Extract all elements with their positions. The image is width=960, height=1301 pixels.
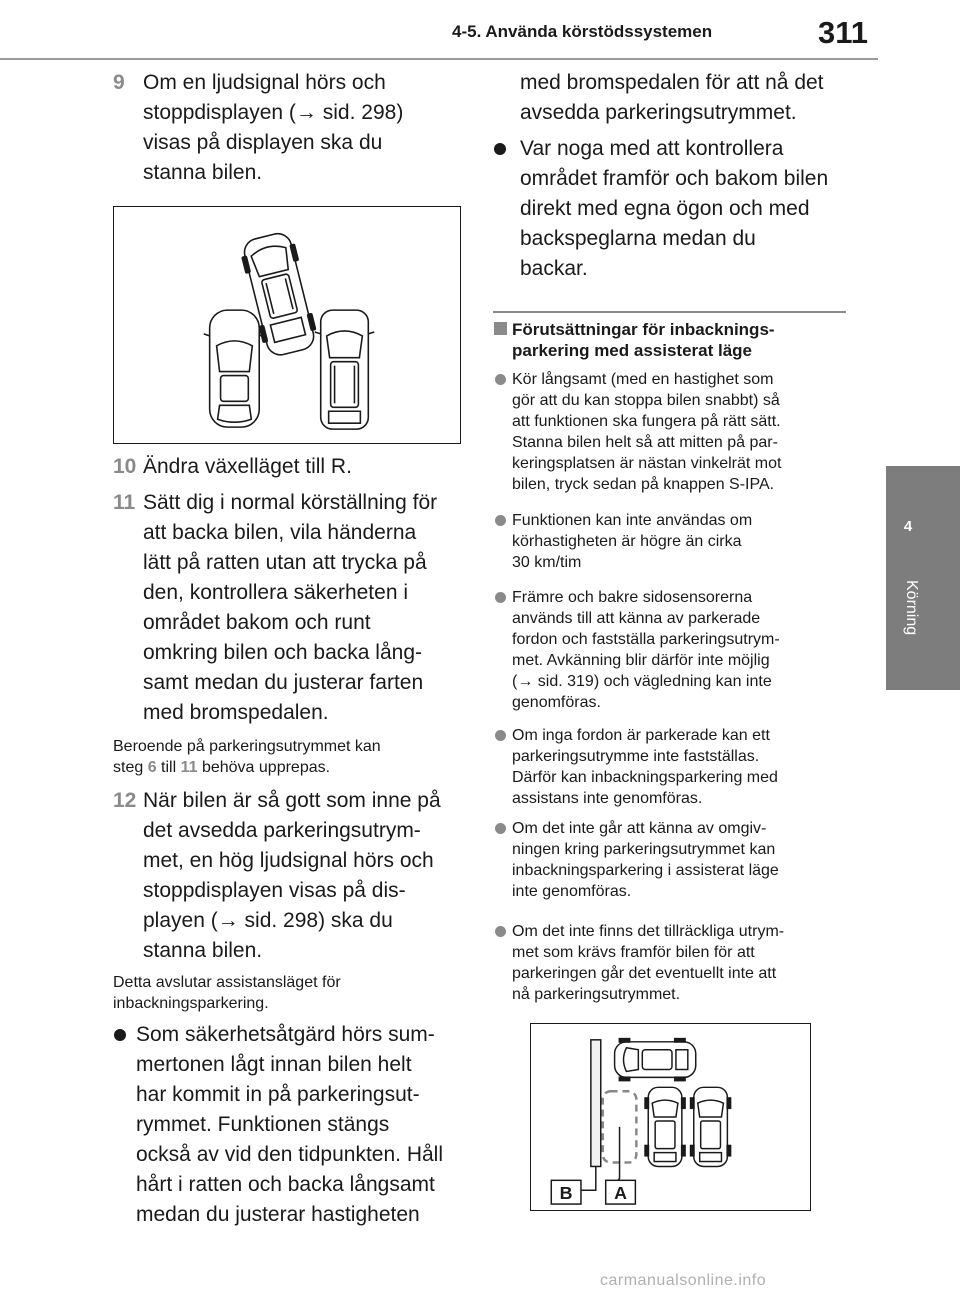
text-line: Kör långsamt (med en hastighet som (512, 371, 774, 388)
text-line: genomföras. (512, 694, 601, 711)
text-line: Därför kan inbackningsparkering med (512, 769, 778, 786)
text-line: Detta avslutar assistansläget för (113, 974, 341, 991)
text-line: att backa bilen, vila händerna (143, 521, 417, 544)
text-line: medan du justerar hastigheten (136, 1203, 420, 1226)
step-ref: 11 (180, 759, 198, 776)
cars-diagram (114, 207, 460, 443)
section-marker-icon (494, 322, 507, 335)
text-line: hårt i ratten och backa långsamt (136, 1173, 435, 1196)
label-b (551, 1180, 581, 1204)
condition-item (512, 818, 857, 902)
step-number: 12 (113, 789, 137, 812)
parked-car-2 (694, 1087, 728, 1166)
page-number: 311 (818, 15, 869, 50)
bullet-icon (494, 143, 506, 155)
text-line: playen (→ sid. 298) ska du (143, 909, 393, 932)
text-line: met, en hög ljudsignal hörs och (143, 849, 434, 872)
bullet-icon (495, 823, 506, 834)
label-a-text: A (614, 1183, 627, 1204)
text-line: Beroende på parkeringsutrymmet kan (113, 738, 381, 755)
condition-item (512, 725, 857, 809)
text-line: stanna bilen. (143, 161, 263, 184)
bullet-icon (495, 592, 506, 603)
note-assist-end (113, 972, 473, 1014)
text-line: Stanna bilen helt så att mitten på par- (512, 434, 778, 451)
text-line: området bakom och runt (143, 611, 371, 634)
text-line: Om det inte finns det tillräckliga utrym- (512, 923, 785, 940)
text-line: backspeglarna medan du (520, 227, 756, 250)
text-line: Funktionen kan inte användas om (512, 512, 753, 529)
note-repeat-steps (113, 736, 473, 778)
step-number: 9 (113, 71, 125, 94)
text-line: gör att du kan stoppa bilen snabbt) så (512, 392, 780, 409)
text-line: mertonen lågt innan bilen helt (136, 1053, 412, 1076)
text-line: parkering med assisterat läge (512, 341, 753, 360)
text-line: med bromspedalen för att nå det (520, 71, 824, 94)
condition-item (512, 369, 857, 495)
text-line: inte genomföras. (512, 883, 632, 900)
text-line: med bromspedalen. (143, 701, 329, 724)
bullet-icon (114, 1029, 126, 1041)
condition-item (512, 510, 857, 573)
text-line: bilen, tryck sedan på knappen S-IPA. (512, 476, 775, 493)
text-line: att funktionen ska fungera på rätt sätt. (512, 413, 781, 430)
label-a (606, 1180, 636, 1204)
text-line: Förutsättningar för inbacknings- (512, 320, 775, 339)
text-line: inbackningsparkering. (113, 995, 269, 1012)
text-line: met som krävs framför bilen för att (512, 944, 755, 961)
text-line: 30 km/tim (512, 554, 582, 571)
text-line: den, kontrollera säkerheten i (143, 581, 408, 604)
car-horizontal (615, 1042, 696, 1078)
text-line: Om det inte går att känna av omgiv- (512, 820, 767, 837)
parked-car-right (315, 310, 374, 429)
text-fragment: till (156, 759, 181, 776)
step-ref: 6 (147, 759, 157, 776)
text-fragment: behöva upprepas. (197, 759, 331, 776)
bullet-icon (495, 730, 506, 741)
maneuvering-car (242, 231, 317, 358)
section-divider (493, 311, 846, 313)
parking-illustration-bottom (530, 1023, 811, 1211)
text-line: körhastigheten är högre än cirka (512, 533, 742, 550)
space-diagram (531, 1024, 810, 1210)
text-line: stoppdisplayen (→ sid. 298) (143, 101, 404, 124)
text-line: Som säkerhetsåtgärd hörs sum- (136, 1023, 435, 1046)
text-line: ningen kring parkeringsutrymmet kan (512, 841, 776, 858)
text-line: parkeringsutrymme inte fastställas. (512, 748, 760, 765)
text-line: (→ sid. 319) och vägledning kan inte (512, 673, 772, 690)
bullet-safety-buzzer (136, 1020, 476, 1230)
condition-item (512, 587, 857, 713)
text-line: omkring bilen och backa lång- (143, 641, 422, 664)
text-line: det avsedda parkeringsutrym- (143, 819, 421, 842)
text-line: rymmet. Funktionen stängs (136, 1113, 390, 1136)
text-line (113, 757, 473, 778)
parked-car-1 (648, 1087, 682, 1166)
text-line: backar. (520, 257, 588, 280)
bullet-icon (495, 926, 506, 937)
text-line: nå parkeringsutrymmet. (512, 986, 681, 1003)
text-line: Sätt dig i normal körställning för (143, 491, 438, 514)
text-line: avsedda parkeringsutrymmet. (520, 101, 797, 124)
text-line: assistans inte genomföras. (512, 790, 703, 807)
text-line: stanna bilen. (143, 939, 263, 962)
text-line: När bilen är så gott som inne på (143, 789, 441, 812)
watermark: carmanualsonline.info (600, 1272, 767, 1289)
chapter-number: 4 (903, 518, 913, 535)
text-line: keringsplatsen är nästan vinkelrät mot (512, 455, 782, 472)
text-fragment: steg (113, 759, 148, 776)
text-line: met. Avkänning blir därför inte möjlig (512, 652, 770, 669)
text-line: Om inga fordon är parkerade kan ett (512, 727, 770, 744)
text-line: området framför och bakom bilen (520, 167, 829, 190)
chapter-label: Körning (903, 580, 920, 636)
text-line: parkeringen går det eventuellt inte att (512, 965, 777, 982)
text-line: inbackningsparkering i assisterat läge (512, 862, 779, 879)
text-line: Var noga med att kontrollera (520, 137, 784, 160)
text-line: har kommit in på parkeringsut- (136, 1083, 420, 1106)
section-title: 4-5. Använda körstödssystemen (452, 22, 713, 41)
bullet-continuation (520, 68, 860, 128)
text-line: Främre och bakre sidosensorerna (512, 589, 753, 606)
parking-illustration-top (113, 206, 461, 444)
step-number: 10 (113, 455, 137, 478)
bullet-icon (495, 515, 506, 526)
header-rule (0, 58, 878, 60)
text-line: direkt med egna ögon och med (520, 197, 810, 220)
step-number: 11 (113, 491, 136, 514)
text-line: fordon och fastställa parkeringsutrym- (512, 631, 780, 648)
label-b-text: B (559, 1183, 573, 1204)
text-line: också av vid den tidpunkten. Håll (136, 1143, 444, 1166)
text-line: samt medan du justerar farten (143, 671, 424, 694)
text-line: Om en ljudsignal hörs och (143, 71, 386, 94)
condition-item (512, 921, 857, 1005)
parked-car-left (204, 310, 265, 427)
section-heading (512, 319, 852, 361)
bullet-icon (495, 374, 506, 385)
text-line: stoppdisplayen visas på dis- (143, 879, 406, 902)
text-line: används till att känna av parkerade (512, 610, 761, 627)
text-line: visas på displayen ska du (143, 131, 383, 154)
text-line: Ändra växelläget till R. (143, 455, 352, 478)
text-line: lätt på ratten utan att trycka på (143, 551, 427, 574)
bullet-check-surroundings (520, 134, 860, 284)
